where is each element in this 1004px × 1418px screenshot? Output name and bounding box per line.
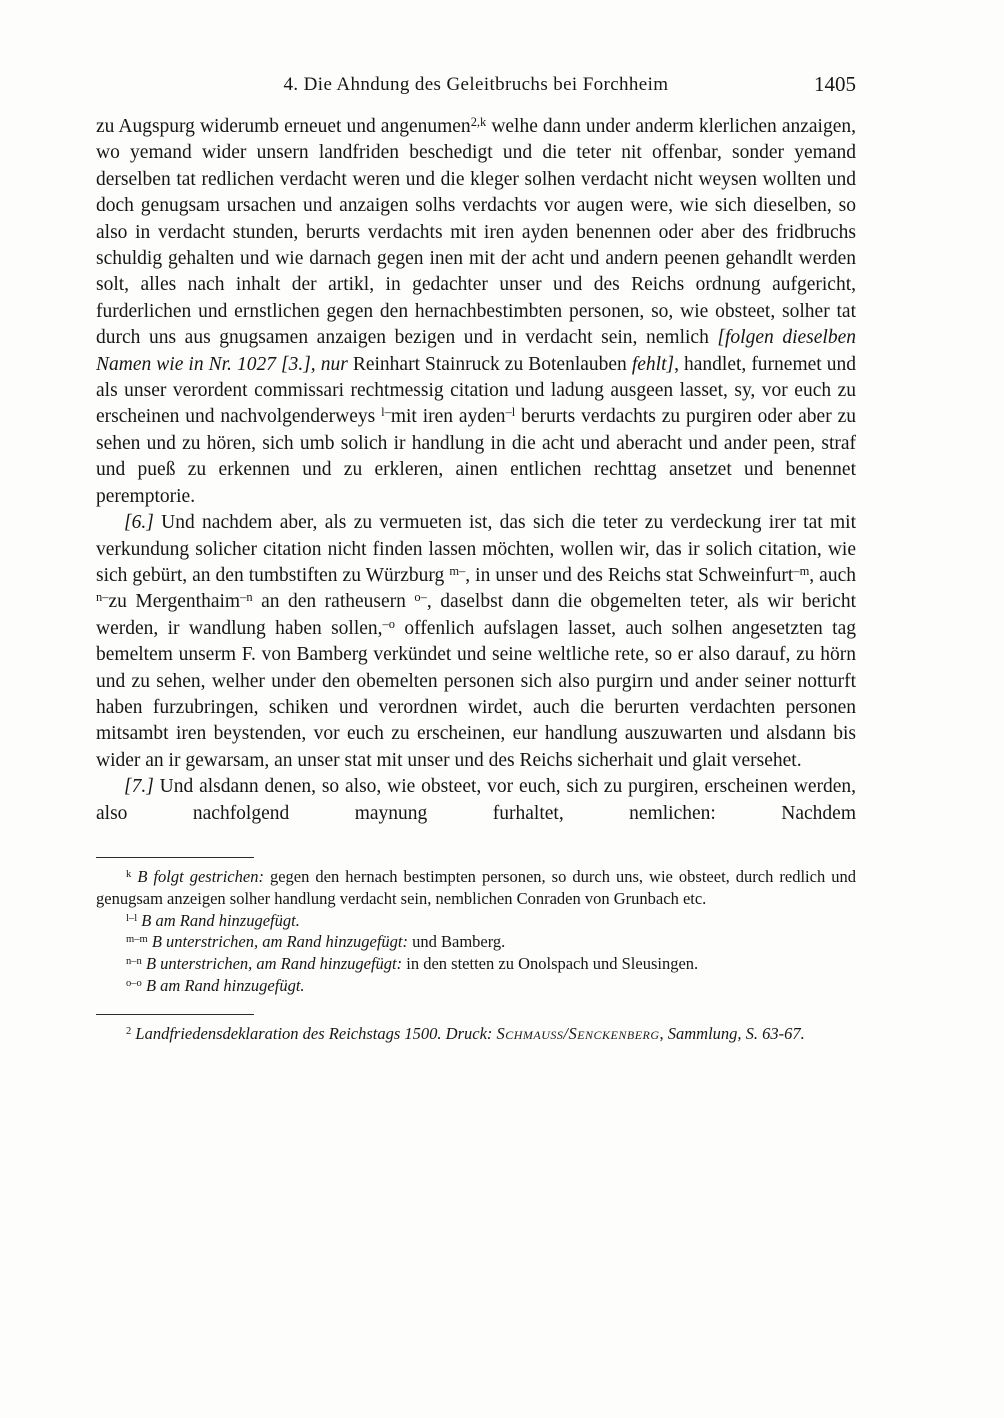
- body-paragraph: [96, 510, 856, 774]
- italic-text: B am Rand hinzugefügt.: [141, 910, 300, 930]
- text-run: zu Mergenthaim: [108, 591, 241, 613]
- footnotes: [96, 1023, 856, 1045]
- text-run: Und nachdem aber, als zu vermueten ist, das sich die teter zu verdeckung irer tat mit verkundung solicher citation nicht finden lassen möchten, wollen wir, das ir solich citation, wie sich gebürt, an den tumbstiften zu Würzburg: [96, 512, 856, 586]
- note-reference: o–o: [126, 977, 142, 989]
- note-reference: l–l: [126, 912, 138, 924]
- note-reference: –o: [382, 616, 396, 631]
- apparatus-note: [96, 953, 856, 975]
- footnote: [96, 1023, 856, 1045]
- note-reference: m–: [449, 563, 466, 578]
- text-run: , in unser und des Reichs stat Schweinfurt: [465, 564, 794, 586]
- apparatus-notes: [96, 866, 856, 997]
- italic-text: [folgen dieselben Namen wie in Nr. 1027 [3.], nur: [96, 327, 856, 375]
- note-reference: n–n: [126, 956, 142, 968]
- note-reference: –m: [793, 563, 810, 578]
- italic-text: [7.]: [124, 776, 154, 798]
- apparatus-note: [96, 866, 856, 910]
- text-run: mit iren ayden: [390, 406, 506, 428]
- text-run: Reinhart Stainruck zu Botenlauben: [352, 353, 632, 375]
- text-run: , auch: [809, 564, 856, 586]
- text-run: , daselbst dann die obgemelten teter, als wir bericht werden, ir wandlung haben sollen,: [96, 591, 856, 639]
- text-run: berurts verdachts zu purgiren oder aber zu sehen und zu hören, sich umb solich ir handlung in die acht und aberacht und ander peen, straf und pueß zu erkennen und zu erkleren, ainen entlichen rechttag ansetzet und benennet peremptorie.: [96, 406, 856, 507]
- text-run: Und alsdann denen, so also, wie obsteet, vor euch, sich zu purgiren, erscheinen werden, also nachfolgend maynung furhaltet, nemlichen: Nachdem: [96, 776, 856, 824]
- italic-text: B unterstrichen, am Rand hinzugefügt:: [145, 954, 403, 974]
- note-reference: n–: [96, 590, 109, 605]
- footnote-rule: [96, 1014, 254, 1015]
- text-run: zu Augspurg widerumb erneuet und angenumen: [96, 116, 471, 137]
- italic-text: B am Rand hinzugefügt.: [145, 975, 305, 995]
- italic-text: B unterstrichen, am Rand hinzugefügt:: [151, 932, 408, 952]
- body-paragraph: [96, 114, 856, 510]
- note-reference: –n: [240, 590, 253, 605]
- text-run: ,: [659, 1023, 668, 1043]
- apparatus-rule: [96, 857, 254, 858]
- note-reference: 2: [126, 1025, 132, 1037]
- italic-text: fehlt]: [631, 353, 675, 375]
- apparatus-note: [96, 975, 856, 997]
- text-run: gegen den hernach bestimpten personen, so durch uns, wie obsteet, durch redlich und genugsam anzeigen solher handlung verdacht sein, nemblichen Conraden von Grunbach etc.: [96, 866, 856, 908]
- note-reference: 2,k: [470, 115, 487, 130]
- note-reference: l–: [381, 405, 391, 420]
- text-run: an den ratheusern: [252, 591, 415, 613]
- note-reference: o–: [414, 590, 427, 605]
- note-reference: k: [126, 868, 132, 880]
- main-text: [96, 114, 856, 827]
- body-paragraph: [96, 774, 856, 827]
- apparatus-note: [96, 910, 856, 932]
- text-run: und Bamberg.: [408, 932, 506, 952]
- page-number: 1405: [814, 72, 856, 96]
- italic-text: Landfriedensdeklaration des Reichstags 1500. Druck:: [135, 1023, 497, 1043]
- text-run: , handlet, furnemet und als unser verordent commissari rechtmessig citation und ladung ausgeen lasset, sy, vor euch zu erscheinen und nachvolgenderweys: [96, 353, 856, 428]
- smallcaps-text: Schmauss/Senckenberg: [496, 1023, 660, 1043]
- apparatus-note: [96, 931, 856, 953]
- text-run: in den stetten zu Onolspach und Sleusingen.: [402, 954, 699, 974]
- running-title: 4. Die Ahndung des Geleitbruchs bei Forchheim: [283, 74, 669, 95]
- text-run: welhe dann under anderm klerlichen anzaigen, wo yemand wider unsern landfriden beschedigt und die teter nit offenbar, sonder yemand derselben tat redlichen verdacht weren und die kleger solhen verdacht nicht weysen wollten und doch genugsam ursachen und anzaigen solhs verdachts vor augen were, wie sich dieselben, so also in verdacht stunden, berurts verdachts mit iren ayden benennen oder aber des fridbruchs schuldig gehalten und wie darnach gegen inen mit der acht und andern peenen gehandlt werden solt, alles nach inhalt der artikl, in gedachter unser und des Reichs ordnung aufgericht, furderlichen und ernstlichen gegen den hernachbestimbten personen, so, wie obsteet, solher tat durch uns aus gnugsamen anzaigen bezigen und in verdacht sein, nemlich: [96, 116, 856, 349]
- italic-text: Sammlung, S. 63-67.: [667, 1023, 805, 1043]
- text-run: offenlich aufslagen lasset, auch solhen angesetzten tag bemeltem unserm F. von Bamberg verkündet und seine weltliche rete, so er also darauf, zu hörn und zu sehen, welher under den obemelten personen sich also purgirn und ander seiner notturft haben furzubringen, schiken und verordnen wirdet, auch die berurten verdachten personen mitsambt iren beystenden, vor euch zu erscheinen, eur handlung auszuwarten und alsdann bis wider an ir gewarsam, an unser stat mit unser und des Reichs sicherhait und glait versehet.: [96, 617, 856, 771]
- note-reference: m–m: [126, 934, 148, 946]
- italic-text: [6.]: [124, 512, 154, 534]
- note-reference: –l: [505, 405, 516, 420]
- italic-text: B folgt gestrichen:: [137, 866, 264, 886]
- page-header: [96, 74, 856, 100]
